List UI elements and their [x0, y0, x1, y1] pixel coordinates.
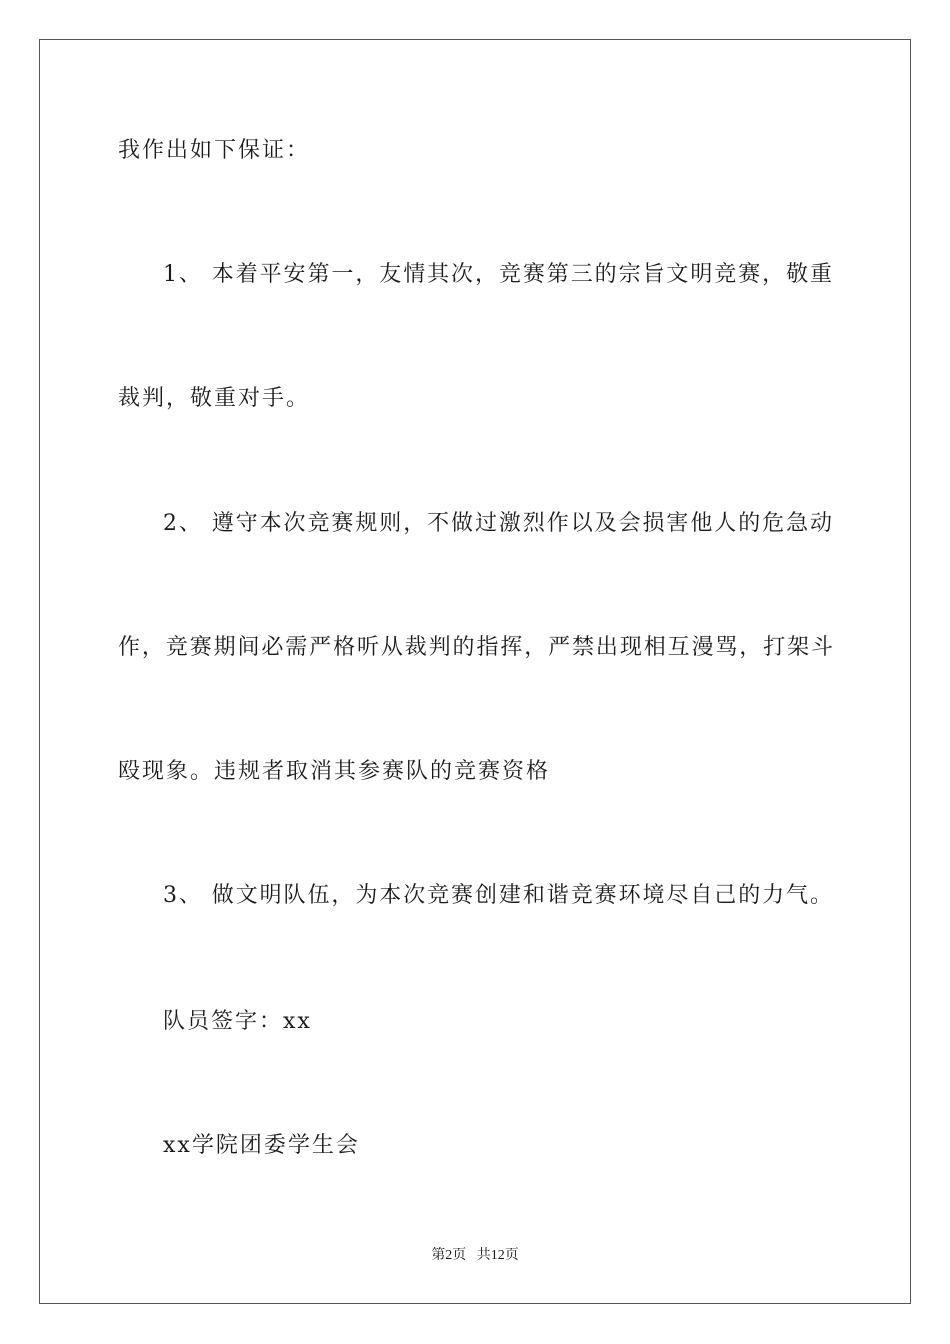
item-1-line-1: 1、 本着平安第一，友情其次，竞赛第三的宗旨文明竞赛，敬重	[163, 262, 832, 287]
item-2-line-3: 殴现象。违规者取消其参赛队的竞赛资格	[118, 759, 551, 784]
intro-line: 我作出如下保证：	[118, 138, 311, 163]
signature-line: 队员签字：xx	[163, 1009, 312, 1034]
item-2-line-2: 作，竞赛期间必需严格听从裁判的指挥，严禁出现相互漫骂，打架斗	[118, 635, 833, 660]
organization-line: xx学院团委学生会	[163, 1133, 360, 1158]
item-2-line-1: 2、 遵守本次竞赛规则，不做过激烈作以及会损害他人的危急动	[163, 511, 832, 536]
item-3-line-1: 3、 做文明队伍，为本次竞赛创建和谐竞赛环境尽自己的力气。	[163, 883, 832, 908]
page-footer: 第2页 共12页	[431, 1248, 519, 1263]
page-frame	[39, 39, 911, 1304]
item-1-line-2: 裁判，敬重对手。	[118, 386, 311, 411]
